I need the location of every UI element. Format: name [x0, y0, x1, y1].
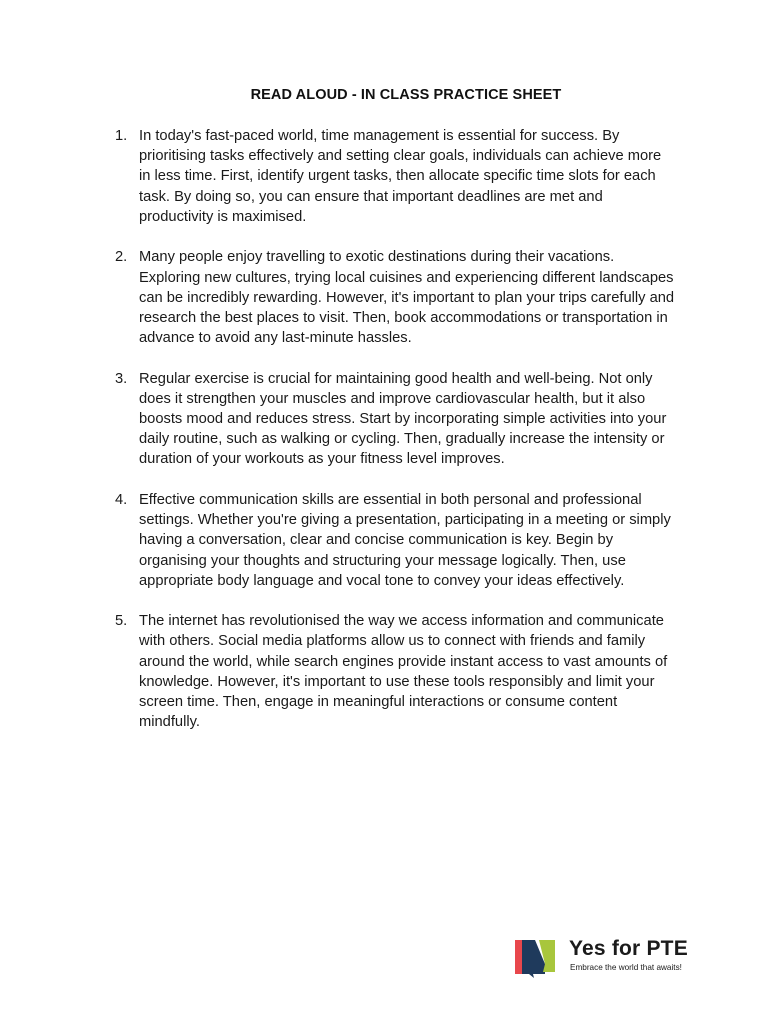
- passage-number: 3.: [115, 370, 128, 387]
- brand-tagline: Embrace the world that awaits!: [570, 963, 682, 972]
- passage-item: [114, 126, 676, 227]
- passage-item: [114, 611, 676, 732]
- passage-text: Many people enjoy travelling to exotic destinations during their vacations. Exploring new cultures, trying local cuisines and experiencing different landscapes can be incredibly rewarding. However, it's important to plan your trips carefully and research the best places to visit. Then, book accommodations or transportation in advance to avoid any last-minute hassles.: [139, 249, 675, 347]
- book-logo-icon: [515, 938, 557, 978]
- passage-item: [114, 369, 676, 470]
- brand-name: Yes for PTE: [569, 937, 688, 960]
- passage-item: [114, 247, 676, 348]
- passage-list: [114, 126, 676, 753]
- passage-number: 1.: [115, 128, 128, 144]
- passage-number: 2.: [115, 249, 128, 266]
- passage-text: Effective communication skills are essential in both personal and professional settings. Whether you're giving a presentation, participating in a meeting or simply having a conversation, clear and concise communication is key. Begin by organising your thoughts and structuring your message logically. Then, use appropriate body language and vocal tone to convey your ideas effectively.: [139, 491, 671, 589]
- passage-number: 4.: [115, 491, 128, 508]
- passage-text: The internet has revolutionised the way we access information and communicate with others. Social media platforms allow us to connect with friends and family around the world, while search engines provide instant access to vast amounts of knowledge. However, it's important to use these tools responsibly and limit your screen time. Then, engage in meaningful interactions or consume content mindfully.: [139, 613, 668, 731]
- passage-number: 5.: [115, 613, 128, 630]
- brand-logo: [515, 938, 705, 978]
- page-title: READ ALOUD - IN CLASS PRACTICE SHEET: [250, 87, 562, 103]
- passage-text: Regular exercise is crucial for maintaining good health and well-being. Not only does it strengthen your muscles and improve cardiovascular health, but it also boosts mood and reduces stress. Start by incorporating simple activities into your daily routine, such as walking or cycling. Then, gradually increase the intensity or duration of your workouts as your fitness level improves.: [139, 370, 667, 468]
- passage-text: In today's fast-paced world, time management is essential for success. By prioritising tasks effectively and setting clear goals, individuals can achieve more in less time. First, identify urgent tasks, then allocate specific time slots for each task. By doing so, you can ensure that important deadlines are met and productivity is maximised.: [139, 128, 662, 225]
- passage-item: [114, 490, 676, 591]
